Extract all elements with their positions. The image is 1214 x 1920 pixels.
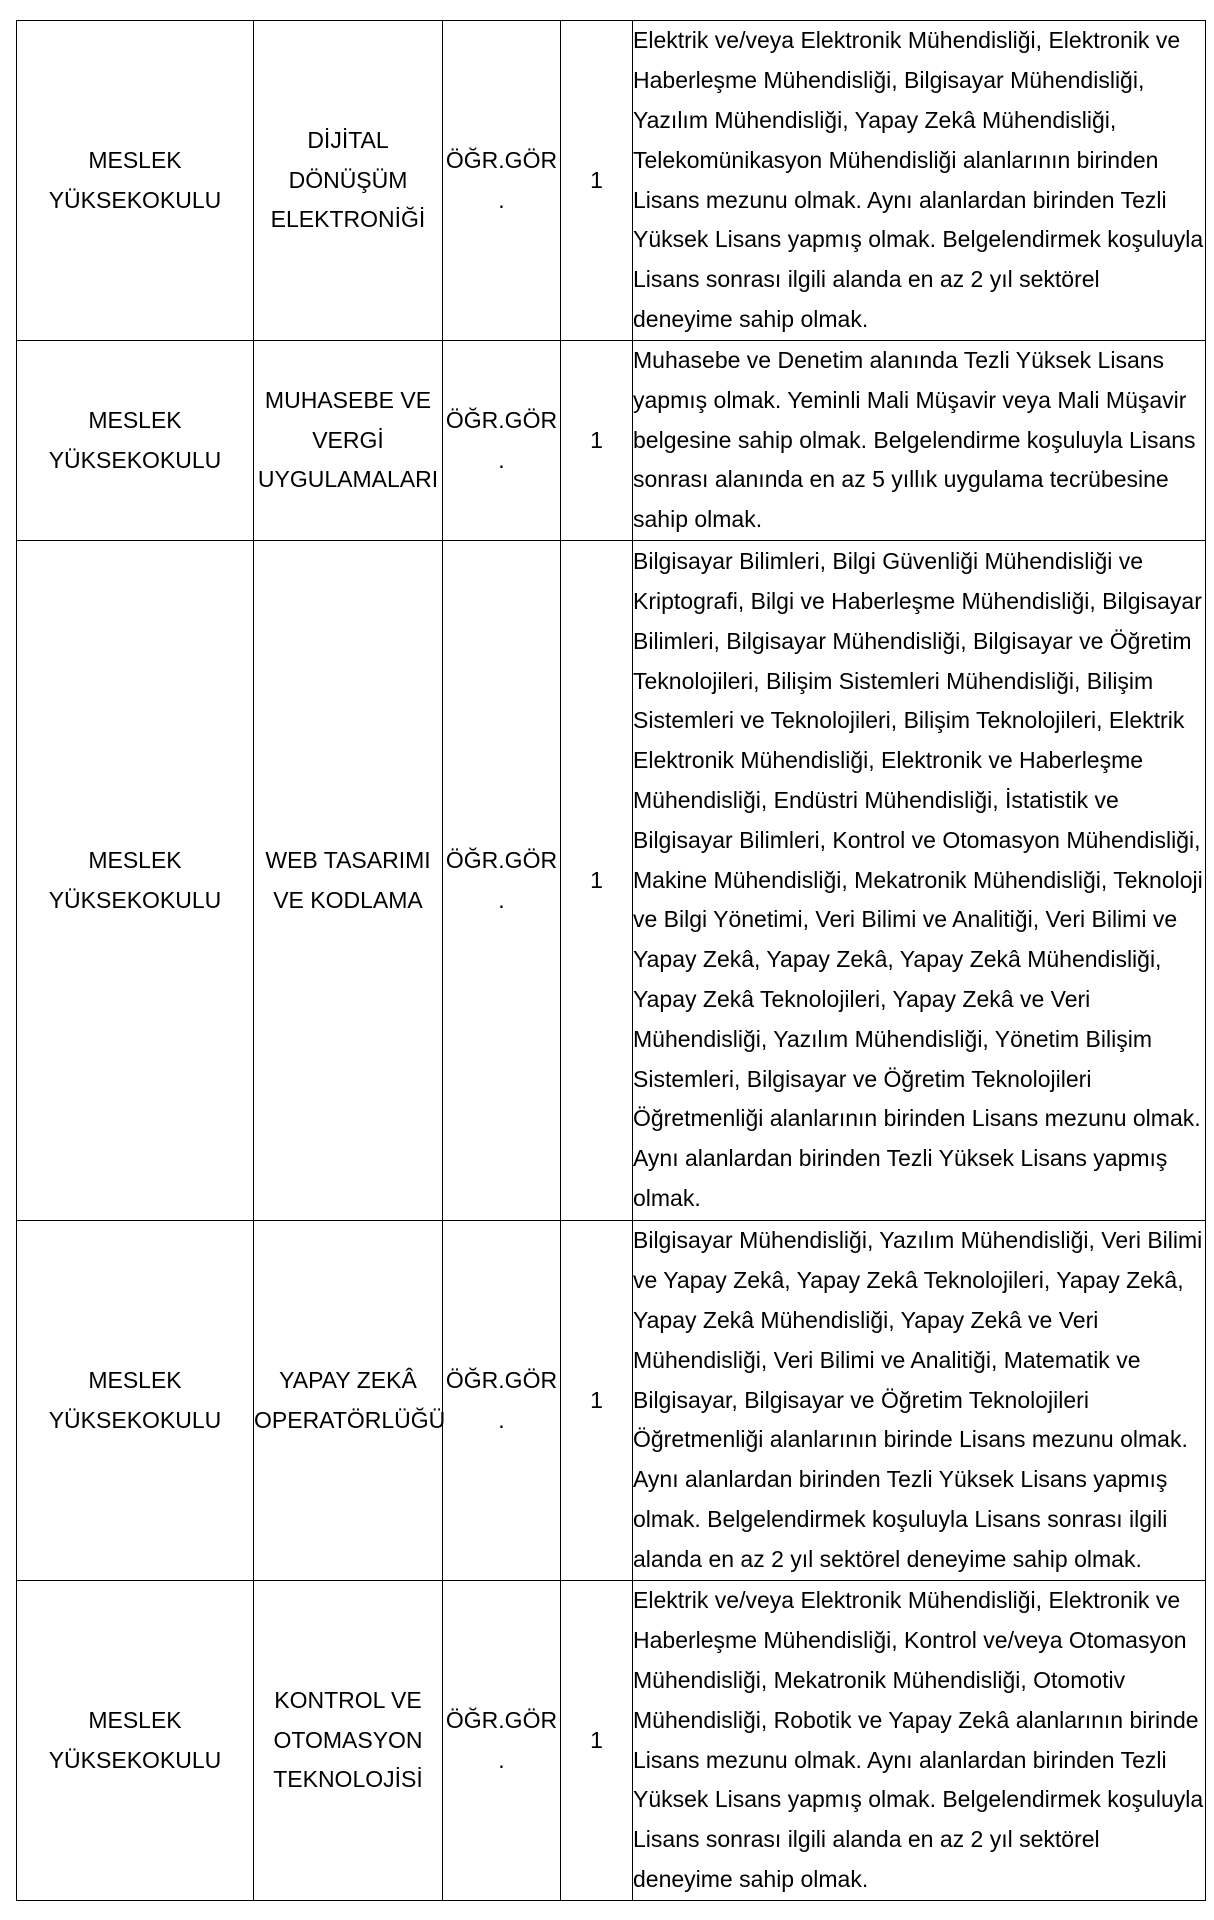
unit-cell: MESLEK YÜKSEKOKULU: [17, 341, 254, 541]
table-row: [17, 21, 1206, 341]
requirements-cell: Elektrik ve/veya Elektronik Mühendisliği, Elektronik ve Haberleşme Mühendisliği, Bilgisayar Mühendisliği, Yazılım Mühendisliği, Yapay Zekâ Mühendisliği, Telekomünikasyon Mühendisliği alanlarının birinden Lisans mezunu olmak. Aynı alanlardan birinden Tezli Yüksek Lisans yapmış olmak. Belgelendirmek koşuluyla Lisans sonrası ilgili alanda en az 2 yıl sektörel deneyime sahip olmak.: [633, 21, 1206, 341]
table-row: [17, 341, 1206, 541]
title-text: ÖĞR.GÖR: [445, 406, 558, 433]
requirements-cell: Muhasebe ve Denetim alanında Tezli Yüksek Lisans yapmış olmak. Yeminli Mali Müşavir veya Mali Müşavir belgesine sahip olmak. Belgelendirme koşuluyla Lisans sonrası alanında en az 5 yıllık uygulama tecrübesine sahip olmak.: [633, 341, 1206, 541]
count-cell: 1: [561, 1221, 633, 1581]
title-text: ÖĞR.GÖR: [445, 846, 558, 873]
count-cell: 1: [561, 541, 633, 1221]
unit-cell: MESLEK YÜKSEKOKULU: [17, 1581, 254, 1901]
title-text: ÖĞR.GÖR: [445, 1706, 558, 1733]
title-cell: [443, 541, 561, 1221]
positions-table: [16, 20, 1206, 1901]
unit-cell: MESLEK YÜKSEKOKULU: [17, 21, 254, 341]
department-cell: KONTROL VE OTOMASYON TEKNOLOJİSİ: [254, 1581, 443, 1901]
count-cell: 1: [561, 21, 633, 341]
title-cell: [443, 1581, 561, 1901]
title-cell: [443, 1221, 561, 1581]
count-cell: 1: [561, 341, 633, 541]
unit-cell: MESLEK YÜKSEKOKULU: [17, 541, 254, 1221]
title-suffix: .: [498, 1746, 505, 1773]
title-suffix: .: [498, 886, 505, 913]
count-cell: 1: [561, 1581, 633, 1901]
title-suffix: .: [498, 1406, 505, 1433]
requirements-cell: Elektrik ve/veya Elektronik Mühendisliği, Elektronik ve Haberleşme Mühendisliği, Kontrol ve/veya Otomasyon Mühendisliği, Mekatronik Mühendisliği, Otomotiv Mühendisliği, Robotik ve Yapay Zekâ alanlarının birinde Lisans mezunu olmak. Aynı alanlardan birinden Tezli Yüksek Lisans yapmış olmak. Belgelendirmek koşuluyla Lisans sonrası ilgili alanda en az 2 yıl sektörel deneyime sahip olmak.: [633, 1581, 1206, 1901]
unit-cell: MESLEK YÜKSEKOKULU: [17, 1221, 254, 1581]
department-cell: MUHASEBE VE VERGİ UYGULAMALARI: [254, 341, 443, 541]
title-suffix: .: [498, 446, 505, 473]
table-row: [17, 1221, 1206, 1581]
requirements-cell: Bilgisayar Mühendisliği, Yazılım Mühendisliği, Veri Bilimi ve Yapay Zekâ, Yapay Zekâ Teknolojileri, Yapay Zekâ, Yapay Zekâ Mühendisliği, Yapay Zekâ ve Veri Mühendisliği, Veri Bilimi ve Analitiği, Matematik ve Bilgisayar, Bilgisayar ve Öğretim Teknolojileri Öğretmenliği alanlarının birinde Lisans mezunu olmak. Aynı alanlardan birinden Tezli Yüksek Lisans yapmış olmak. Belgelendirmek koşuluyla Lisans sonrası ilgili alanda en az 2 yıl sektörel deneyime sahip olmak.: [633, 1221, 1206, 1581]
requirements-cell: Bilgisayar Bilimleri, Bilgi Güvenliği Mühendisliği ve Kriptografi, Bilgi ve Haberleşme Mühendisliği, Bilgisayar Bilimleri, Bilgisayar Mühendisliği, Bilgisayar ve Öğretim Teknolojileri, Bilişim Sistemleri Mühendisliği, Bilişim Sistemleri ve Teknolojileri, Bilişim Teknolojileri, Elektrik Elektronik Mühendisliği, Elektronik ve Haberleşme Mühendisliği, Endüstri Mühendisliği, İstatistik ve Bilgisayar Bilimleri, Kontrol ve Otomasyon Mühendisliği, Makine Mühendisliği, Mekatronik Mühendisliği, Teknoloji ve Bilgi Yönetimi, Veri Bilimi ve Analitiği, Veri Bilimi ve Yapay Zekâ, Yapay Zekâ, Yapay Zekâ Mühendisliği, Yapay Zekâ Teknolojileri, Yapay Zekâ ve Veri Mühendisliği, Yazılım Mühendisliği, Yönetim Bilişim Sistemleri, Bilgisayar ve Öğretim Teknolojileri Öğretmenliği alanlarının birinden Lisans mezunu olmak. Aynı alanlardan birinden Tezli Yüksek Lisans yapmış olmak.: [633, 541, 1206, 1221]
department-cell: DİJİTAL DÖNÜŞÜM ELEKTRONİĞİ: [254, 21, 443, 341]
title-cell: [443, 21, 561, 341]
department-cell: YAPAY ZEKÂ OPERATÖRLÜĞÜ: [254, 1221, 443, 1581]
table-row: [17, 541, 1206, 1221]
table-row: [17, 1581, 1206, 1901]
title-suffix: .: [498, 186, 505, 213]
title-text: ÖĞR.GÖR: [445, 1366, 558, 1393]
title-cell: [443, 341, 561, 541]
title-text: ÖĞR.GÖR: [445, 146, 558, 173]
department-cell: WEB TASARIMI VE KODLAMA: [254, 541, 443, 1221]
